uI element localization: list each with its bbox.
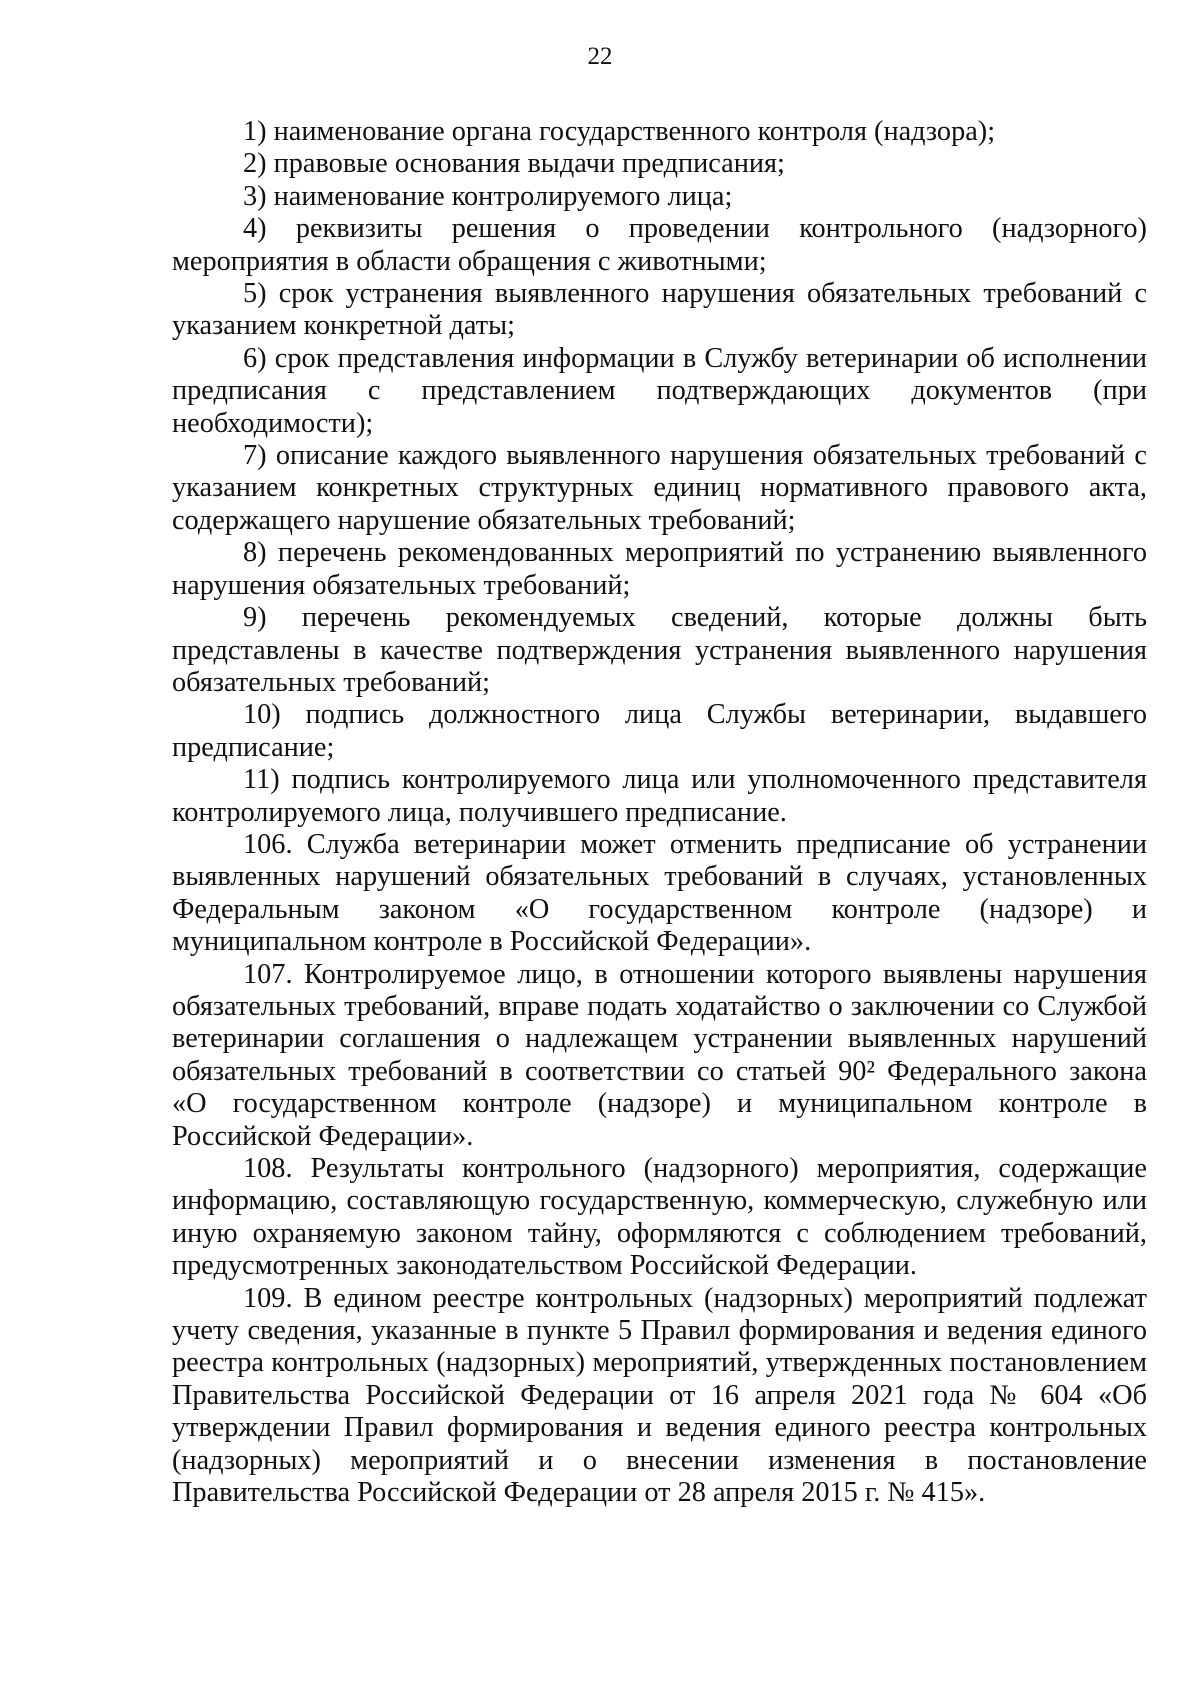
- list-item-7: 7) описание каждого выявленного нарушения обязательных требований с указанием конкретных структурных единиц нормативного правового акта, содержащего нарушение обязательных требований;: [172, 440, 1147, 536]
- page-number: 22: [587, 43, 613, 70]
- list-item-4: 4) реквизиты решения о проведении контрольного (надзорного) мероприятия в области обращения с животными;: [172, 213, 1147, 277]
- list-item-1: 1) наименование органа государственного контроля (надзора);: [243, 116, 996, 147]
- list-item-11: 11) подпись контролируемого лица или уполномоченного представителя контролируемого лица, получившего предписание.: [172, 764, 1147, 828]
- clause-108: 108. Результаты контрольного (надзорного) мероприятия, содержащие информацию, составляющую государственную, коммерческую, служебную или иную охраняемую законом тайну, оформляются с соблюдением требований, предусмотренных законодательством Российской Федерации.: [172, 1153, 1147, 1282]
- clause-107: 107. Контролируемое лицо, в отношении которого выявлены нарушения обязательных требований, вправе подать ходатайство о заключении со Службой ветеринарии соглашения о надлежащем устранении выявленных нарушений обязательных требований в соответствии со статьей 90² Федерального закона «О государственном контроле (надзоре) и муниципальном контроле в Российской Федерации».: [172, 958, 1147, 1152]
- clause-106: 106. Служба ветеринарии может отменить предписание об устранении выявленных нарушений обязательных требований в случаях, установленных Федеральным законом «О государственном контроле (надзоре) и муниципальном контроле в Российской Федерации».: [172, 828, 1147, 958]
- list-item-2: 2) правовые основания выдачи предписания;: [243, 148, 785, 180]
- list-item-6: 6) срок представления информации в Службу ветеринарии об исполнении предписания с представлением подтверждающих документов (при необходимости);: [172, 342, 1147, 439]
- list-item-9: 9) перечень рекомендуемых сведений, которые должны быть представлены в качестве подтверждения устранения выявленного нарушения обязательных требований;: [172, 602, 1147, 698]
- list-item-8: 8) перечень рекомендованных мероприятий по устранению выявленного нарушения обязательных требований;: [172, 537, 1147, 601]
- list-item-3: 3) наименование контролируемого лица;: [243, 180, 733, 212]
- list-item-10: 10) подпись должностного лица Службы ветеринарии, выдавшего предписание;: [172, 699, 1147, 763]
- clause-109: 109. В едином реестре контрольных (надзорных) мероприятий подлежат учету сведения, указанные в пункте 5 Правил формирования и ведения единого реестра контрольных (надзорных) мероприятий, утвержденных постановлением Правительства Российской Федерации от 16 апреля 2021 года № 604 «Об утверждении Правил формирования и ведения единого реестра контрольных (надзорных) мероприятий и о внесении изменения в постановление Правительства Российской Федерации от 28 апреля 2015 г. № 415».: [172, 1282, 1147, 1509]
- document-body: [172, 116, 1147, 1509]
- list-item-5: 5) срок устранения выявленного нарушения обязательных требований с указанием конкретной даты;: [172, 278, 1147, 342]
